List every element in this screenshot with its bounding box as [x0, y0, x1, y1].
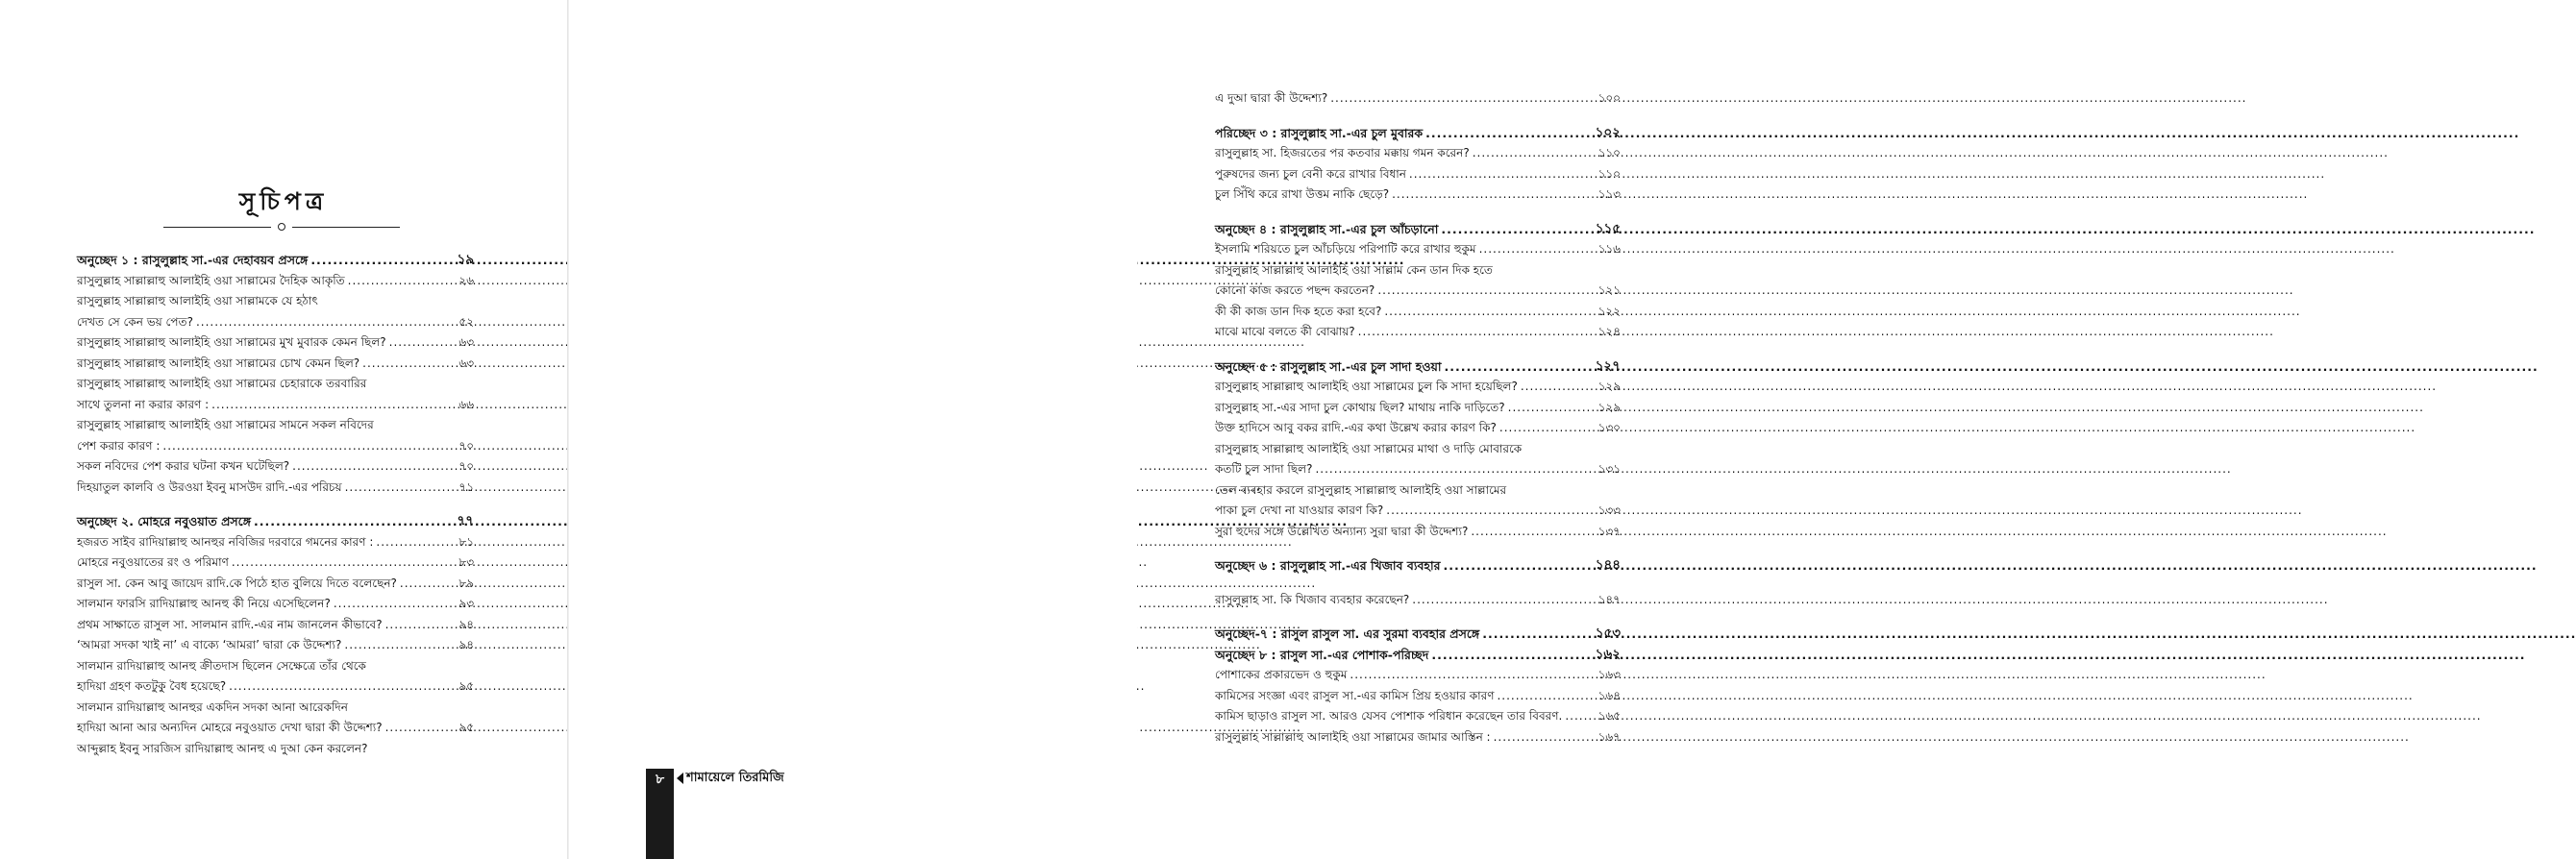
toc-entry-title: এ দুআ দ্বারা কী উদ্দেশ্য?: [1215, 91, 1328, 105]
toc-entry: [77, 332, 474, 354]
toc-entry-row: [1215, 219, 1621, 240]
toc-right: [1215, 88, 1621, 748]
toc-entry-title: দিহয়াতুল কালবি ও উরওয়া ইবনু মাসউদ রাদি.-এর পরিচয়: [77, 479, 342, 494]
toc-entry-title: রাসুলুল্লাহ সাল্লাল্লাহু আলাইহি ওয়া সাল্লামের দৈহিক আকৃতি: [77, 273, 345, 287]
toc-entry-title: চুল সিঁথি করে রাখা উত্তম নাকি ছেড়ে?: [1215, 187, 1390, 201]
toc-page-number: ১৪৭: [1598, 592, 1621, 606]
toc-page-number: ১৬২: [1595, 646, 1621, 662]
dot-leader: [334, 594, 446, 615]
toc-entry-title: রাসুলুল্লাহ সাল্লাল্লাহু আলাইহি ওয়া সাল্লামের চোখ কেমন ছিল?: [77, 356, 360, 370]
toc-chapter-heading: [1215, 123, 1621, 144]
toc-page-number: ১৬৩: [1598, 668, 1621, 681]
toc-entry-row: [77, 574, 474, 595]
toc-page-number: ৫২: [458, 314, 474, 329]
toc-entry-row: [77, 354, 474, 375]
toc-page-number: ১২২: [1598, 304, 1621, 318]
toc-entry-title: দেখত সে কেন ভয় পেত?: [77, 314, 193, 329]
toc-entry: [1215, 164, 1621, 185]
toc-entry: [1215, 143, 1621, 164]
toc-entry: [1215, 686, 1621, 707]
dot-leader: [229, 676, 446, 698]
toc-entry: [77, 615, 474, 636]
toc-entry: [1215, 439, 1621, 480]
dot-leader: [1499, 418, 1593, 439]
toc-entry: [77, 532, 474, 553]
ornament-rule-left: [163, 227, 271, 228]
toc-entry-title: রাসুল সা. কেন আবু জায়েদ রাদি.কে পিঠে হাত বুলিয়ে দিতে বলেছেন?: [77, 576, 397, 590]
dot-leader: [1565, 706, 1593, 727]
toc-entry-row: [1215, 418, 1621, 439]
toc-page-number: ১১৩: [1598, 187, 1621, 201]
toc-entry-text-line: রাসুলুল্লাহ সাল্লাল্লাহু আলাইহি ওয়া সাল্লামের চেহারাকে তরবারির: [77, 377, 367, 390]
toc-entry-row: [1215, 302, 1621, 323]
toc-entry-row: [1215, 706, 1621, 727]
toc-page-number: ১৯: [457, 252, 474, 267]
toc-entry-title: কী কী কাজ ডান দিক হতে করা হবে?: [1215, 304, 1382, 318]
toc-entry-title: কতটি চুল সাদা ছিল?: [1215, 462, 1313, 476]
dot-leader: [376, 532, 446, 553]
toc-page-number: ৮১: [458, 534, 474, 549]
toc-entry: [77, 271, 474, 292]
right-page: [569, 0, 1621, 859]
toc-entry: [1215, 322, 1621, 343]
dot-leader: [254, 511, 446, 532]
page-title: সূচিপত্র: [238, 187, 329, 215]
toc-entry-row: [1215, 522, 1621, 543]
title-ornament: [163, 223, 400, 233]
toc-entry: [1215, 522, 1621, 543]
toc-entry-title: রাসুলুল্লাহ সাল্লাল্লাহু আলাইহি ওয়া সাল্লামের জামার আস্তিন :: [1215, 729, 1491, 744]
toc-page-number: ১২৯: [1598, 400, 1621, 414]
toc-entry-text-line: রাসুলুল্লাহ সাল্লাল্লাহু আলাইহি ওয়া সাল্লামকে যে হঠাৎ: [77, 294, 318, 307]
toc-entry-title: কামিস ছাড়াও রাসুল সা. আরও যেসব পোশাক পরিধান করেছেন তার বিবরণ.: [1215, 709, 1563, 723]
dot-leader: [1377, 281, 1593, 302]
toc-page-number: ১১৫: [1595, 220, 1621, 236]
dot-leader: [362, 354, 446, 375]
dot-leader: [211, 395, 446, 416]
toc-entry-text: আব্দুল্লাহ ইবনু সারজিস রাদিয়াল্লাহু আনহু এ দুআ কেন করলেন?: [77, 741, 368, 755]
dot-leader: [348, 271, 446, 292]
toc-chapter-heading: [1215, 356, 1621, 378]
toc-entry-row: [1215, 322, 1621, 343]
toc-page-number: ৭০: [458, 438, 474, 453]
running-title: শামায়েলে তিরমিজি: [686, 771, 784, 785]
dot-leader: [385, 718, 446, 739]
toc-entry-title: অনুচ্ছেদ ১ : রাসুলুল্লাহ সা.-এর দেহাবয়ব প্রসঙ্গে: [77, 253, 309, 267]
toc-page-number: ১৩৩: [1598, 503, 1621, 517]
dot-leader: [1425, 123, 1593, 144]
toc-chapter-heading: [1215, 555, 1621, 577]
toc-entry-text-line: তেল ব্যবহার করলে রাসুলুল্লাহ সাল্লাল্লাহু আলাইহি ওয়া সাল্লামের: [1215, 482, 1507, 497]
dot-leader: [1409, 164, 1593, 185]
toc-entry-title: ইসলামি শরিয়তে চুল আঁচড়িয়ে পরিপাটি করে রাখার হুকুম: [1215, 242, 1476, 256]
toc-entry-row: [1215, 281, 1621, 302]
toc-page-number: ১১৬: [1598, 242, 1621, 256]
dot-leader: [1482, 624, 1592, 645]
toc-entry: [1215, 418, 1621, 439]
toc-page-number: ১১০: [1598, 146, 1621, 160]
toc-entry-title: প্রথম সাক্ষাতে রাসুল সা. সালমান রাদি.-এর নাম জানলেন কীভাবে?: [77, 617, 383, 631]
toc-entry-title: সাথে তুলনা না করার কারণ :: [77, 397, 210, 411]
toc-entry-row: [77, 395, 474, 416]
toc-entry-row: [77, 676, 474, 698]
toc-entry-row: [1215, 727, 1621, 749]
toc-entry: [1215, 302, 1621, 323]
dot-leader: [344, 635, 446, 656]
toc-entry-row: [1215, 590, 1621, 611]
toc-entry-row: [77, 271, 474, 292]
toc-page-number: ১২৭: [1595, 357, 1621, 374]
toc-entry-title: অনুচ্ছেদ ৮ : রাসুল সা.-এর পোশাক-পরিচ্ছদ: [1215, 647, 1429, 662]
toc-entry-title: রাসুলুল্লাহ সাল্লাল্লাহু আলাইহি ওয়া সাল্লামের মুখ মুবারক কেমন ছিল?: [77, 335, 386, 349]
toc-entry-row: [77, 312, 474, 333]
toc-entry-title: কোনো কাজ করতে পছন্দ করতেন?: [1215, 283, 1375, 297]
toc-entry-row: [77, 456, 474, 478]
toc-entry-text-line: সালমান রাদিয়াল্লাহু আনহুর একদিন সদকা আনা আরেকদিন: [77, 699, 348, 714]
dot-leader: [1431, 645, 1592, 666]
toc-entry-row: [1215, 184, 1621, 206]
toc-entry: [77, 415, 474, 456]
toc-entry-row: [1215, 88, 1621, 110]
toc-entry-row: [1215, 555, 1621, 577]
toc-entry: [1215, 706, 1621, 727]
toc-left: [77, 250, 474, 759]
toc-page-number: ৬৩: [458, 356, 474, 370]
toc-entry-title: রাসুলুল্লাহ সা. কি খিজাব ব্যবহার করেছেন?: [1215, 592, 1410, 606]
toc-entry: [77, 456, 474, 478]
dot-leader: [1384, 302, 1593, 323]
ornament-rule-right: [292, 227, 400, 228]
toc-entry: [1215, 260, 1621, 302]
toc-entry-title: পাকা চুল দেখা না যাওয়ার কারণ কি?: [1215, 503, 1384, 517]
toc-chapter-heading: [1215, 645, 1621, 666]
dot-leader: [1494, 727, 1593, 749]
dot-leader: [1412, 590, 1593, 611]
ornament-circle: [278, 223, 285, 231]
toc-page-number: ১৬৫: [1598, 709, 1621, 723]
toc-entry-row: [1215, 356, 1621, 378]
toc-chapter-heading: [1215, 219, 1621, 240]
toc-page-number: ৭১: [458, 479, 474, 494]
toc-entry: [77, 354, 474, 375]
dot-leader: [1445, 356, 1593, 378]
left-page: [0, 0, 568, 859]
toc-entry-row: [77, 718, 474, 739]
toc-entry-title: হাদিয়া আনা আর অন্যদিন মোহরে নবুওয়াত দেখা দ্বারা কী উদ্দেশ্য?: [77, 721, 383, 734]
dot-leader: [1443, 555, 1592, 577]
toc-page-number: ১২১: [1598, 283, 1621, 297]
toc-entry-title: মোহরে নবুওয়াতের রং ও পরিমাণ: [77, 555, 229, 569]
dot-leader: [1479, 239, 1593, 260]
toc-entry-title: হাদিয়া গ্রহণ কতটুকু বৈধ হয়েছে?: [77, 679, 227, 693]
toc-entry: [77, 552, 474, 574]
toc-entry: [77, 594, 474, 615]
toc-entry: [1215, 727, 1621, 749]
toc-entry-row: [1215, 143, 1621, 164]
toc-entry: [1215, 88, 1621, 110]
toc-entry-row: [77, 635, 474, 656]
toc-page-number: ৭০: [458, 459, 474, 473]
toc-entry: [1215, 665, 1621, 686]
toc-entry-title: সালমান ফারসি রাদিয়াল্লাহু আনহু কী নিয়ে এসেছিলেন?: [77, 597, 331, 610]
toc-entry-title: মাঝে মাঝে বলতে কী বোঝায়?: [1215, 325, 1355, 338]
toc-page-number: ২৬: [458, 273, 474, 287]
toc-page-number: ৯৫: [458, 679, 474, 693]
toc-entry-title: পরিচ্ছেদ ৩ : রাসুলুল্লাহ সা.-এর চুল মুবারক: [1215, 125, 1424, 140]
dot-leader: [1358, 322, 1593, 343]
toc-entry-row: [1215, 501, 1621, 522]
toc-entry-text-line: রাসুলুল্লাহ সাল্লাল্লাহু আলাইহি ওয়া সাল্লামের মাথা ও দাড়ি মোবারকে: [1215, 441, 1523, 455]
toc-entry-row: [1215, 123, 1621, 144]
toc-entry: [1215, 480, 1621, 522]
dot-leader: [1471, 522, 1593, 543]
dot-leader: [1441, 219, 1592, 240]
toc-page-number: ১০০: [1598, 91, 1621, 105]
toc-page-number: ১৫৩: [1595, 626, 1621, 641]
toc-page-number: ৯৪: [458, 617, 474, 631]
toc-entry-text-line: সালমান রাদিয়াল্লাহু আনহু ক্রীতদাস ছিলেন সেক্ষেত্রে তাঁর থেকে: [77, 658, 366, 673]
toc-entry: [1215, 377, 1621, 398]
dot-leader: [1497, 686, 1593, 707]
toc-entry-title: রাসুলুল্লাহ সা.-এর সাদা চুল কোথায় ছিল? মাথায় নাকি দাড়িতে?: [1215, 400, 1505, 414]
toc-page-number: ১০২: [1595, 124, 1621, 140]
dot-leader: [1392, 184, 1593, 206]
toc-entry-title: সুরা হুদের সঙ্গে উল্লেখিত অন্যান্য সুরা দ্বারা কী উদ্দেশ্য?: [1215, 524, 1469, 538]
toc-page-number: ৯৩: [458, 597, 474, 610]
toc-page-number: ১৩০: [1598, 421, 1621, 434]
dot-leader: [1350, 665, 1593, 686]
toc-page-number: ১৬৪: [1598, 688, 1621, 702]
toc-entry: [77, 574, 474, 595]
toc-entry-title: পেশ করার কারণ :: [77, 438, 161, 453]
dot-leader: [292, 456, 446, 478]
toc-entry-title: কামিসের সংজ্ঞা এবং রাসুল সা.-এর কামিস প্রিয় হওয়ার কারণ: [1215, 688, 1495, 702]
toc-chapter-heading: [77, 511, 474, 532]
toc-entry-title: রাসুলুল্লাহ সা. হিজরতের পর কতবার মক্কায় গমন করেন?: [1215, 146, 1470, 160]
dot-leader: [1315, 459, 1593, 480]
toc-entry: [77, 374, 474, 415]
toc-entry-text-line: রাসুলুল্লাহ সাল্লাল্লাহু আলাইহি ওয়া সাল্লাম কেন ডান দিক হতে: [1215, 262, 1493, 277]
toc-chapter-heading: [1215, 624, 1621, 645]
dot-leader: [389, 332, 446, 354]
dot-leader: [1508, 398, 1593, 419]
toc-entry-row: [77, 478, 474, 499]
dot-leader: [162, 436, 446, 457]
toc-entry-row: [1215, 624, 1621, 645]
dot-leader: [310, 250, 446, 271]
toc-entry-row: [1215, 377, 1621, 398]
toc-entry: [77, 291, 474, 332]
toc-entry-row: [1215, 239, 1621, 260]
toc-entry-row: [77, 615, 474, 636]
toc-page-number: ৯৫: [458, 721, 474, 734]
toc-entry-row: [1215, 459, 1621, 480]
toc-page-number: ১৩১: [1598, 462, 1621, 476]
toc-entry-row: [77, 511, 474, 532]
dot-leader: [385, 615, 446, 636]
toc-entry-title: ‘আমরা সদকা খাই না’ এ বাক্যে ‘আমরা’ দ্বারা কে উদ্দেশ্য?: [77, 638, 342, 651]
toc-entry-title: পোশাকের প্রকারভেদ ও হুকুম: [1215, 668, 1348, 681]
dot-leader: [1473, 143, 1593, 164]
toc-entry-row: [1215, 164, 1621, 185]
toc-entry: [77, 698, 474, 739]
dot-leader: [1330, 88, 1593, 110]
toc-entry-title: উক্ত হাদিসে আবু বকর রাদি.-এর কথা উল্লেখ করার কারণ কি?: [1215, 421, 1497, 434]
toc-entry-row: [1215, 686, 1621, 707]
dot-leader: [345, 478, 446, 499]
toc-chapter-heading: [77, 250, 474, 271]
toc-page-number: ৬৬: [458, 397, 474, 411]
folio-page-number: ৮: [655, 772, 665, 787]
toc-page-number: ১২৯: [1598, 380, 1621, 393]
toc-entry: [77, 656, 474, 698]
toc-page-number: ৮৩: [458, 555, 474, 569]
toc-entry-row: [1215, 645, 1621, 666]
toc-page-number: ১৬৭: [1598, 729, 1621, 744]
dot-leader: [400, 574, 446, 595]
toc-entry-row: [77, 436, 474, 457]
toc-page-number: ১১০: [1598, 166, 1621, 181]
toc-entry-title: অনুচ্ছেদ-৭ : রাসুল রাসুল সা. এর সুরমা ব্যবহার প্রসঙ্গে: [1215, 626, 1480, 641]
toc-page-number: ১২৪: [1598, 325, 1621, 338]
toc-entry-title: অনুচ্ছেদ ২. মোহরে নবুওয়াত প্রসঙ্গে: [77, 514, 251, 528]
toc-page-number: ৬৩: [458, 335, 474, 349]
dot-leader: [232, 552, 446, 574]
dot-leader: [1386, 501, 1593, 522]
toc-entry: [1215, 590, 1621, 611]
toc-entry-title: পুরুষদের জন্য চুল বেনী করে রাখার বিধান: [1215, 166, 1406, 181]
toc-entry-row: [77, 332, 474, 354]
toc-entry: [1215, 239, 1621, 260]
toc-entry-title: অনুচ্ছেদ ৪ : রাসুলুল্লাহ সা.-এর চুল আঁচড়ানো: [1215, 221, 1439, 236]
toc-page-number: ১৩৭: [1598, 524, 1621, 538]
dot-leader: [1521, 377, 1593, 398]
toc-entry-title: অনুচ্ছেদ ৫ : রাসুলুল্লাহ সা.-এর চুল সাদা হওয়া: [1215, 358, 1442, 374]
toc-entry-row: [1215, 398, 1621, 419]
toc-entry: [77, 478, 474, 499]
toc-entry-title: সকল নবিদের পেশ করার ঘটনা কখন ঘটেছিল?: [77, 459, 290, 473]
toc-entry-row: [77, 250, 474, 271]
toc-page-number: ৭৭: [457, 513, 474, 528]
toc-entry-row: [77, 552, 474, 574]
toc-entry-title: রাসুলুল্লাহ সাল্লাল্লাহু আলাইহি ওয়া সাল্লামের চুল কি সাদা হয়েছিল?: [1215, 380, 1518, 393]
toc-page-number: ১৪৪: [1595, 557, 1621, 573]
folio-arrow-icon: [677, 773, 683, 784]
toc-page-number: ৮৯: [458, 576, 474, 590]
toc-entry-title: অনুচ্ছেদ ৬ : রাসুলুল্লাহ সা.-এর খিজাব ব্যবহার: [1215, 558, 1441, 573]
toc-entry: [77, 635, 474, 656]
toc-entry: [77, 739, 474, 760]
toc-entry-row: [77, 532, 474, 553]
toc-entry-row: [77, 594, 474, 615]
toc-page-number: ৯৪: [458, 638, 474, 651]
toc-entry: [1215, 184, 1621, 206]
toc-entry-title: হজরত সাইব রাদিয়াল্লাহু আনহুর নবিজির দরবারে গমনের কারণ :: [77, 534, 374, 549]
toc-entry-row: [1215, 665, 1621, 686]
dot-leader: [196, 312, 446, 333]
toc-entry: [1215, 398, 1621, 419]
toc-entry-text-line: রাসুলুল্লাহ সাল্লাল্লাহু আলাইহি ওয়া সাল্লামের সামনে সকল নবিদের: [77, 418, 374, 431]
